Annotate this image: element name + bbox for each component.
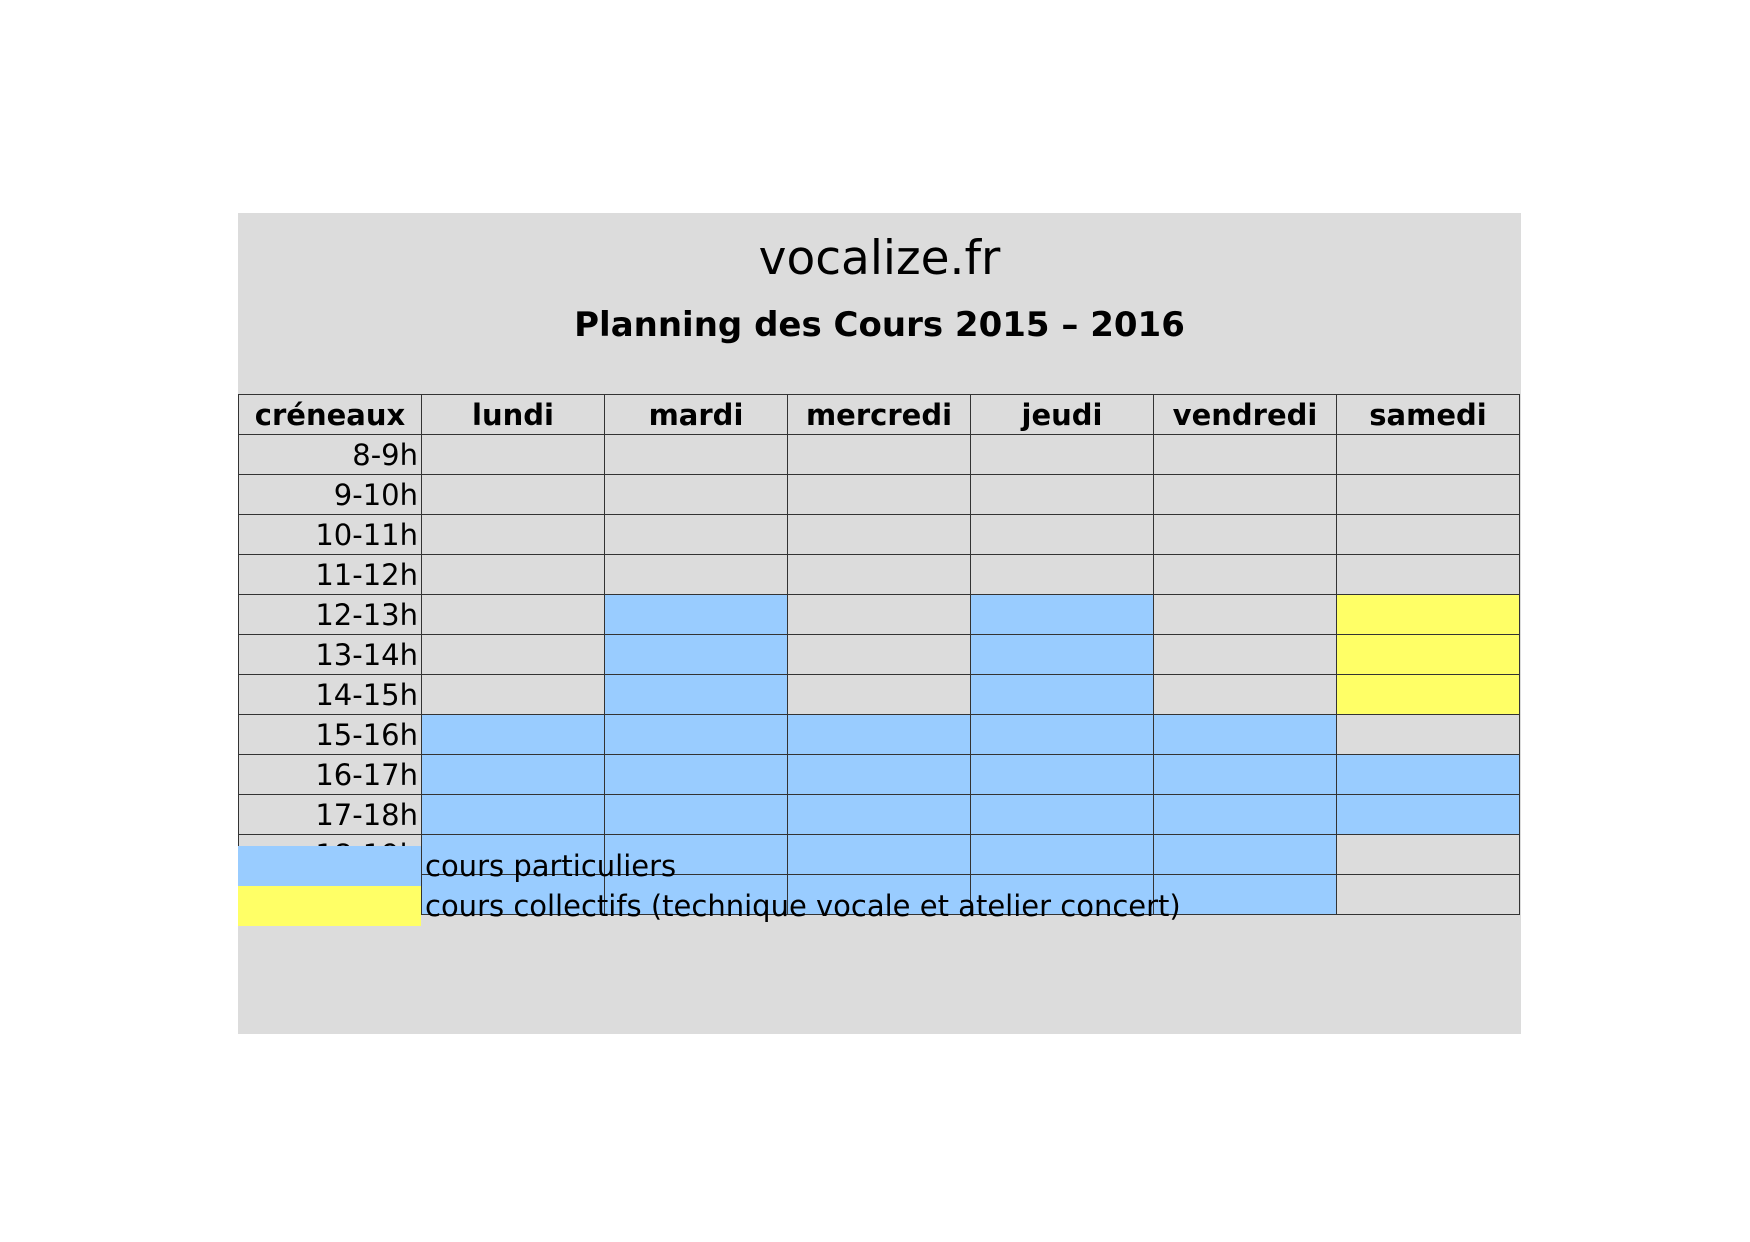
schedule-cell-tuesday-empty (605, 515, 788, 555)
header-row (239, 395, 1520, 435)
schedule-cell-friday-private (1154, 835, 1337, 875)
schedule-cell-friday-private (1154, 755, 1337, 795)
schedule-cell-saturday-empty (1337, 515, 1520, 555)
schedule-cell-tuesday-private (605, 675, 788, 715)
table-row (239, 515, 1520, 555)
column-header-thursday: jeudi (971, 395, 1154, 435)
schedule-cell-tuesday-private (605, 635, 788, 675)
schedule-cell-wednesday-empty (788, 475, 971, 515)
schedule-cell-thursday-empty (971, 475, 1154, 515)
schedule-cell-tuesday-empty (605, 475, 788, 515)
schedule-cell-friday-private (1154, 795, 1337, 835)
schedule-cell-wednesday-private (788, 755, 971, 795)
legend-swatch-private (238, 846, 421, 886)
column-header-wednesday: mercredi (788, 395, 971, 435)
legend-item-private (238, 846, 676, 886)
legend-label-group: cours collectifs (technique vocale et atelier concert) (425, 889, 1181, 923)
time-slot-label: 12-13h (239, 595, 422, 635)
column-header-saturday: samedi (1337, 395, 1520, 435)
schedule-cell-friday-empty (1154, 595, 1337, 635)
column-header-tuesday: mardi (605, 395, 788, 435)
time-slot-label: 16-17h (239, 755, 422, 795)
schedule-cell-saturday-private (1337, 755, 1520, 795)
legend-label-private: cours particuliers (425, 849, 677, 883)
legend-swatch-group (238, 886, 421, 926)
page-subtitle: Planning des Cours 2015 – 2016 (574, 305, 1185, 345)
schedule-cell-tuesday-private (605, 715, 788, 755)
schedule-cell-monday-empty (422, 515, 605, 555)
schedule-cell-wednesday-private (788, 795, 971, 835)
table-row (239, 475, 1520, 515)
table-row (239, 675, 1520, 715)
schedule-cell-friday-empty (1154, 515, 1337, 555)
schedule-cell-saturday-empty (1337, 475, 1520, 515)
schedule-cell-wednesday-empty (788, 595, 971, 635)
schedule-cell-saturday-group (1337, 595, 1520, 635)
table-row (239, 435, 1520, 475)
schedule-cell-thursday-private (971, 795, 1154, 835)
column-header-monday: lundi (422, 395, 605, 435)
schedule-cell-wednesday-private (788, 715, 971, 755)
schedule-cell-monday-private (422, 715, 605, 755)
schedule-cell-saturday-private (1337, 795, 1520, 835)
legend-item-group (238, 886, 1181, 926)
schedule-cell-friday-empty (1154, 635, 1337, 675)
schedule-cell-friday-private (1154, 715, 1337, 755)
schedule-cell-monday-empty (422, 555, 605, 595)
time-slot-label: 8-9h (239, 435, 422, 475)
time-slot-label: 10-11h (239, 515, 422, 555)
schedule-table (238, 394, 1520, 915)
schedule-cell-tuesday-empty (605, 555, 788, 595)
time-slot-label: 14-15h (239, 675, 422, 715)
schedule-cell-monday-private (422, 755, 605, 795)
table-row (239, 595, 1520, 635)
column-header-slots: créneaux (239, 395, 422, 435)
schedule-cell-monday-empty (422, 475, 605, 515)
site-title: vocalize.fr (758, 231, 1001, 286)
schedule-cell-thursday-private (971, 675, 1154, 715)
time-slot-label: 15-16h (239, 715, 422, 755)
schedule-cell-tuesday-empty (605, 435, 788, 475)
schedule-cell-thursday-empty (971, 515, 1154, 555)
schedule-cell-friday-private (1154, 875, 1337, 915)
schedule-cell-thursday-private (971, 635, 1154, 675)
schedule-cell-saturday-empty (1337, 835, 1520, 875)
schedule-cell-saturday-group (1337, 675, 1520, 715)
table-row (239, 795, 1520, 835)
schedule-cell-wednesday-empty (788, 435, 971, 475)
table-row (239, 555, 1520, 595)
schedule-cell-friday-empty (1154, 675, 1337, 715)
column-header-friday: vendredi (1154, 395, 1337, 435)
table-row (239, 715, 1520, 755)
schedule-cell-wednesday-empty (788, 515, 971, 555)
schedule-cell-tuesday-private (605, 795, 788, 835)
schedule-cell-saturday-group (1337, 635, 1520, 675)
schedule-cell-monday-empty (422, 635, 605, 675)
schedule-cell-friday-empty (1154, 475, 1337, 515)
schedule-cell-tuesday-private (605, 595, 788, 635)
schedule-cell-wednesday-empty (788, 555, 971, 595)
schedule-cell-monday-private (422, 795, 605, 835)
schedule-cell-monday-empty (422, 435, 605, 475)
schedule-cell-tuesday-private (605, 755, 788, 795)
schedule-cell-thursday-private (971, 595, 1154, 635)
time-slot-label: 17-18h (239, 795, 422, 835)
table-row (239, 755, 1520, 795)
schedule-body (239, 435, 1520, 915)
schedule-cell-thursday-private (971, 755, 1154, 795)
schedule-cell-wednesday-empty (788, 635, 971, 675)
schedule-cell-monday-empty (422, 595, 605, 635)
schedule-cell-wednesday-empty (788, 675, 971, 715)
time-slot-label: 9-10h (239, 475, 422, 515)
schedule-cell-thursday-empty (971, 555, 1154, 595)
schedule-cell-saturday-empty (1337, 715, 1520, 755)
time-slot-label: 11-12h (239, 555, 422, 595)
schedule-cell-monday-empty (422, 675, 605, 715)
schedule-sheet (238, 213, 1521, 1034)
schedule-cell-thursday-empty (971, 435, 1154, 475)
schedule-cell-saturday-empty (1337, 875, 1520, 915)
schedule-cell-thursday-private (971, 715, 1154, 755)
schedule-cell-saturday-empty (1337, 435, 1520, 475)
table-row (239, 635, 1520, 675)
schedule-cell-wednesday-private (788, 835, 971, 875)
schedule-cell-friday-empty (1154, 435, 1337, 475)
time-slot-label: 13-14h (239, 635, 422, 675)
schedule-cell-friday-empty (1154, 555, 1337, 595)
schedule-cell-thursday-private (971, 835, 1154, 875)
schedule-cell-saturday-empty (1337, 555, 1520, 595)
